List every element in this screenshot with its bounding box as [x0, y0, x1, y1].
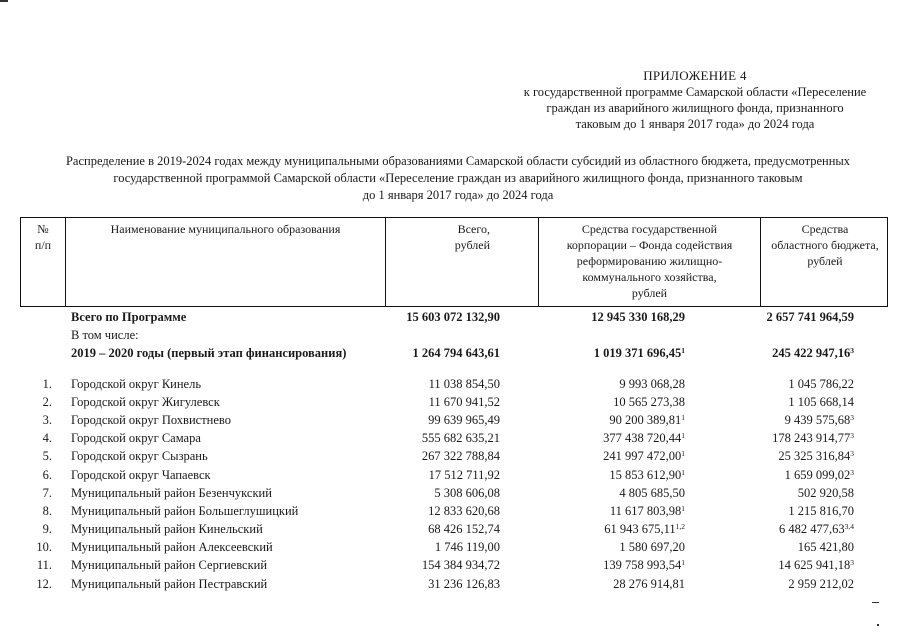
row-total: 11 038 854,50: [428, 376, 500, 391]
footnote-mark: 3: [850, 412, 854, 422]
appendix-line: граждан из аварийного жилищного фонда, признанного: [546, 101, 844, 115]
header-total-line: Всего,: [457, 222, 490, 236]
table-header: [20, 217, 888, 307]
municipality-name: Городской округ Чапаевск: [71, 467, 211, 482]
row-region-value: 6 482 477,63: [779, 522, 845, 537]
footnote-mark: 1: [681, 558, 685, 568]
footnote-mark: 1: [681, 431, 685, 441]
table-row: [20, 538, 888, 556]
row-region-value: 9 439 575,68: [784, 412, 851, 427]
row-fund: [610, 502, 685, 520]
footnote-mark: 1: [681, 412, 685, 422]
row-number: 7.: [42, 485, 52, 500]
row-region: [788, 575, 854, 593]
row-fund: [613, 575, 685, 593]
header-name: [66, 218, 386, 306]
footnote-mark: 3: [850, 346, 854, 356]
stage1-total: 1 264 794 643,61: [412, 346, 500, 361]
table-row: [20, 520, 888, 538]
footnote-mark: 3,4: [844, 522, 854, 532]
municipality-name: Городской округ Похвистнево: [71, 412, 231, 427]
footnote-mark: 3: [850, 467, 854, 477]
footnote-mark: 3: [850, 449, 854, 459]
row-region: [788, 375, 854, 393]
header-fund-line: корпорации – Фонда содействия: [566, 238, 733, 252]
header-name-text: Наименование муниципального образования: [110, 222, 341, 236]
footnote-mark: 1: [681, 346, 685, 356]
footnote-mark: 1: [681, 467, 685, 477]
header-fund-line: коммунального хозяйства,: [582, 270, 717, 284]
header-region-line: Средства: [801, 222, 849, 236]
row-number: 4.: [42, 431, 52, 446]
row-fund: [619, 375, 685, 393]
row-number: 1.: [42, 376, 52, 391]
table-row: [20, 429, 888, 447]
row-fund: [613, 393, 685, 411]
row-total: 267 322 788,84: [421, 449, 500, 464]
row-fund-value: 241 997 472,00: [603, 449, 682, 464]
table-row: [20, 466, 888, 484]
row-region-value: 1 105 668,14: [788, 394, 854, 409]
row-fund-value: 61 943 675,11: [604, 522, 676, 537]
row-region: [798, 484, 854, 502]
row-fund: [603, 429, 685, 447]
row-number: 5.: [42, 449, 52, 464]
row-total: 12 833 620,68: [428, 503, 500, 518]
row-fund-value: 377 438 720,44: [603, 431, 682, 446]
row-total: 154 384 934,72: [421, 558, 500, 573]
header-region-line: рублей: [807, 254, 843, 268]
header-num: [21, 218, 66, 306]
row-total: 5 308 606,08: [434, 485, 500, 500]
row-fund-value: 11 617 803,98: [609, 503, 682, 518]
row-region-value: 165 421,80: [797, 540, 854, 555]
table-row: [20, 447, 888, 465]
row-region: [788, 502, 854, 520]
row-region-value: 14 625 941,18: [778, 558, 851, 573]
document-heading: [18, 153, 898, 204]
scan-corner-mark: [0, 0, 8, 2]
row-fund: [604, 520, 685, 538]
row-number: 3.: [42, 412, 52, 427]
row-total: 68 426 152,74: [428, 522, 500, 537]
heading-line: до 1 января 2017 года» до 2024 года: [362, 188, 554, 202]
footnote-mark: 3: [850, 558, 854, 568]
row-region-value: 1 045 786,22: [788, 376, 854, 391]
row-total: 555 682 635,21: [421, 431, 500, 446]
row-total: 31 236 126,83: [428, 576, 500, 591]
municipality-name: Муниципальный район Алексеевский: [71, 540, 273, 555]
row-fund-value: 4 805 685,50: [619, 485, 685, 500]
municipality-name: Городской округ Сызрань: [71, 449, 208, 464]
table-row: [20, 393, 888, 411]
header-region: [761, 218, 889, 306]
municipality-name: Городской округ Самара: [71, 431, 201, 446]
program-total-row: [20, 308, 888, 326]
row-region-value: 1 215 816,70: [788, 503, 854, 518]
row-fund: [603, 556, 685, 574]
scan-edge-dot: [877, 624, 879, 626]
footnote-mark: 1: [681, 449, 685, 459]
table-row: [20, 556, 888, 574]
row-region-value: 2 959 212,02: [788, 576, 854, 591]
row-total: 17 512 711,92: [428, 467, 500, 482]
header-total-line: рублей: [454, 238, 490, 252]
stage1-fund: [594, 344, 685, 362]
table-row: [20, 484, 888, 502]
row-fund: [609, 466, 685, 484]
row-region: [785, 411, 854, 429]
row-region: [778, 556, 854, 574]
header-fund-line: Средства государственной: [581, 222, 718, 236]
stage1-row: [20, 344, 888, 362]
header-fund: [539, 218, 761, 306]
header-fund-line: реформированию жилищно-: [576, 254, 723, 268]
municipality-name: Муниципальный район Кинельский: [71, 522, 263, 537]
table-row: [20, 502, 888, 520]
row-region: [778, 447, 854, 465]
heading-line: Распределение в 2019-2024 годах между муниципальными образованиями Самарской области субсидий из областного бюджета, предусмотренных: [65, 154, 851, 168]
program-total-fund: 12 945 330 168,29: [591, 310, 685, 324]
row-fund-value: 1 580 697,20: [619, 540, 685, 555]
appendix-line: к государственной программе Самарской области «Переселение: [523, 85, 867, 99]
row-fund: [619, 484, 685, 502]
stage1-region: [772, 344, 854, 362]
row-number: 12.: [36, 576, 52, 591]
stage1-region-value: 245 422 947,16: [772, 346, 851, 361]
row-number: 8.: [42, 503, 52, 518]
scan-edge-mark: [872, 602, 879, 603]
municipality-name: Муниципальный район Безенчукский: [71, 485, 272, 500]
row-number: 6.: [42, 467, 52, 482]
row-fund-value: 90 200 389,81: [609, 412, 682, 427]
municipality-name: Муниципальный район Сергиевский: [71, 558, 268, 573]
footnote-mark: 1: [681, 503, 685, 513]
heading-line: государственной программой Самарской области «Переселение граждан из аварийного жилищного фонда, признанного таковым: [113, 171, 803, 185]
row-number: 10.: [36, 540, 52, 555]
row-region-value: 178 243 914,77: [772, 431, 851, 446]
row-region: [779, 520, 854, 538]
row-region: [772, 429, 854, 447]
row-total: 1 746 119,00: [434, 540, 500, 555]
table-row: [20, 411, 888, 429]
appendix-line: таковым до 1 января 2017 года» до 2024 года: [575, 117, 815, 131]
row-number: 9.: [42, 522, 52, 537]
row-fund-value: 139 758 993,54: [603, 558, 682, 573]
appendix-block: [480, 68, 905, 132]
stage1-fund-value: 1 019 371 696,45: [593, 346, 682, 361]
including-label: В том числе:: [71, 328, 139, 343]
footnote-mark: 1,2: [675, 522, 685, 532]
program-total-sum: 15 603 072 132,90: [406, 310, 500, 324]
row-region: [788, 393, 854, 411]
row-total: 99 639 965,49: [428, 412, 500, 427]
municipality-name: Муниципальный район Большеглушицкий: [71, 503, 299, 518]
header-region-line: областного бюджета,: [771, 238, 879, 252]
municipality-name: Муниципальный район Пестравский: [71, 576, 268, 591]
row-fund: [619, 538, 685, 556]
row-number: 11.: [36, 558, 52, 573]
row-region: [798, 538, 854, 556]
row-fund-value: 28 276 914,81: [613, 576, 685, 591]
footnote-mark: 3: [850, 431, 854, 441]
header-num-line: п/п: [34, 238, 52, 252]
including-row: [20, 326, 888, 344]
header-total: [386, 218, 539, 306]
municipality-name: Городской округ Жигулевск: [71, 394, 220, 409]
row-region-value: 1 659 099,02: [784, 467, 851, 482]
program-total-region: 2 657 741 964,59: [766, 310, 854, 324]
table-row: [20, 375, 888, 393]
stage1-label: 2019 – 2020 годы (первый этап финансирования): [71, 346, 347, 361]
row-region: [785, 466, 854, 484]
municipality-rows: [20, 375, 888, 593]
row-fund-value: 15 853 612,90: [609, 467, 682, 482]
row-fund-value: 9 993 068,28: [619, 376, 685, 391]
table-row: [20, 575, 888, 593]
table-body: [20, 308, 888, 593]
row-number: 2.: [42, 394, 52, 409]
row-region-value: 25 325 316,84: [778, 449, 851, 464]
appendix-title: ПРИЛОЖЕНИЕ 4: [643, 68, 747, 83]
header-num-line: №: [37, 222, 49, 236]
row-region-value: 502 920,58: [797, 485, 854, 500]
municipality-name: Городской округ Кинель: [71, 376, 202, 391]
row-fund: [609, 411, 685, 429]
program-total-label: Всего по Программе: [71, 310, 187, 324]
row-total: 11 670 941,52: [428, 394, 500, 409]
header-fund-line: рублей: [631, 286, 668, 300]
row-fund: [603, 447, 685, 465]
row-fund-value: 10 565 273,38: [613, 394, 685, 409]
